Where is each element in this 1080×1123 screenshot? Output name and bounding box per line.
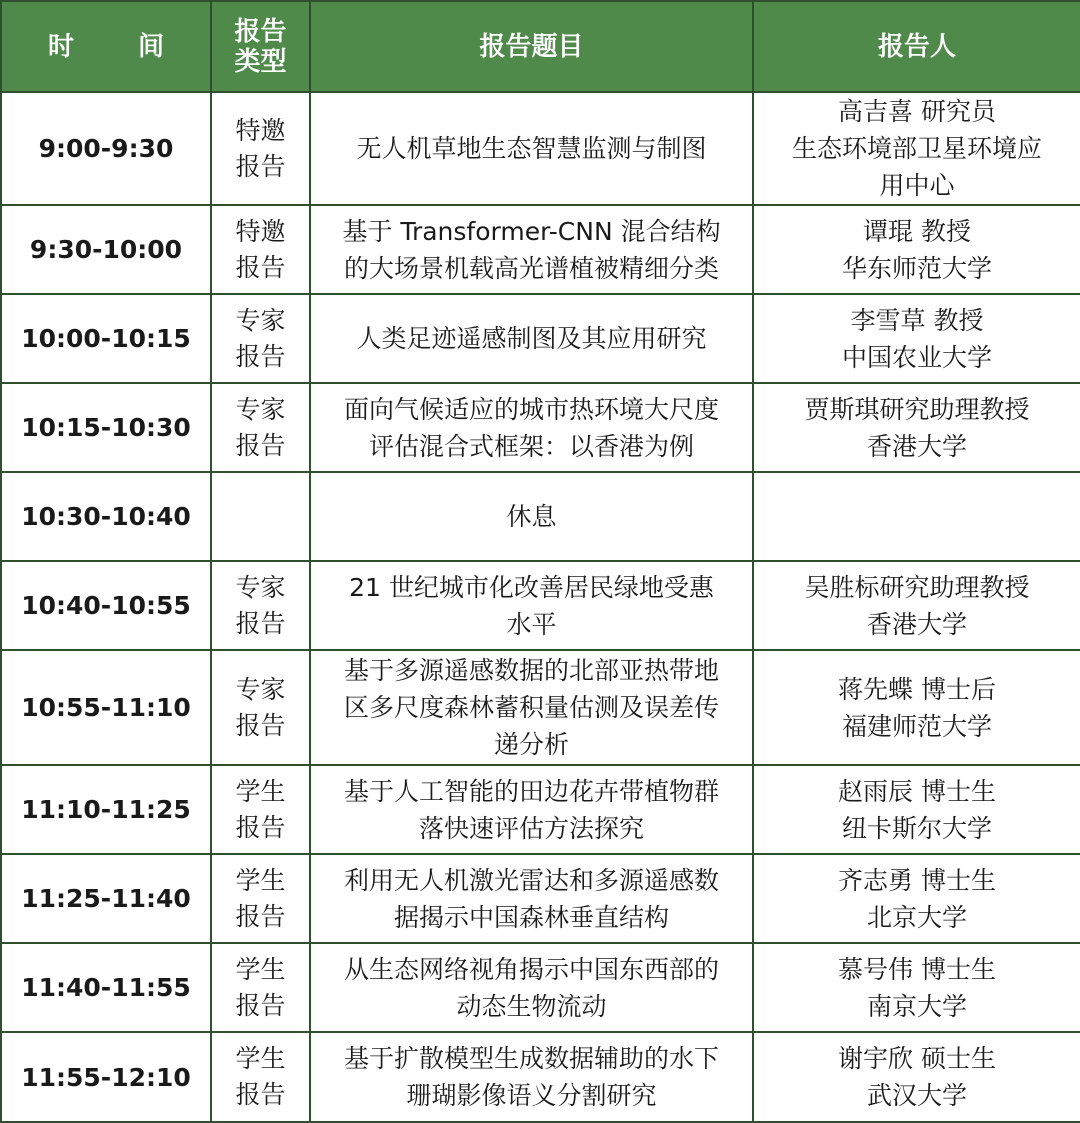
type-cell [211,294,310,383]
header-speaker: 报告人 [753,1,1080,92]
title-line: 评估混合式框架：以香港为例 [368,431,694,461]
time-cell: 10:15-10:30 [1,383,211,472]
table-row [1,765,1080,854]
type-line: 报告 [235,252,286,282]
time-cell: 11:25-11:40 [1,854,211,943]
type-line: 报告 [235,151,286,181]
title-line: 基于扩散模型生成数据辅助的水下 [343,1044,719,1073]
type-line: 专家 [235,394,286,424]
table-row [1,205,1080,294]
type-line: 报告 [235,430,286,460]
time-cell: 9:00-9:30 [1,92,211,205]
type-line: 报告 [235,710,286,740]
title-cell [310,205,753,294]
title-cell [310,92,753,205]
title-line: 的大场景机载高光谱植被精细分类 [343,253,719,283]
title-cell [310,561,753,650]
title-line: 21 世纪城市化改善居民绿地受惠 [349,572,714,602]
time-cell: 11:10-11:25 [1,765,211,854]
speaker-cell [753,650,1080,765]
speaker-line: 福建师范大学 [841,711,992,741]
title-line: 区多尺度森林蓄积量估测及误差传 [343,693,719,722]
table-header [1,1,1080,92]
header-type [211,1,310,92]
table-row [1,294,1080,383]
type-cell [211,383,310,472]
speaker-cell [753,205,1080,294]
speaker-line: 北京大学 [866,902,967,932]
speaker-line: 齐志勇 博士生 [838,865,996,895]
title-line: 基于 Transformer-CNN 混合结构 [342,216,721,246]
header-time [1,1,211,92]
type-line: 学生 [235,954,286,984]
table-body [1,92,1080,1122]
type-line: 特邀 [235,216,286,246]
header-type-line: 报告 [234,16,287,47]
title-line: 休息 [506,502,557,531]
speaker-line: 生态环境部卫星环境应 [791,134,1042,163]
type-line: 报告 [235,812,286,842]
speaker-cell [753,561,1080,650]
title-line: 据揭示中国森林垂直结构 [393,902,669,932]
speaker-line: 赵雨辰 博士生 [838,776,996,806]
speaker-cell [753,294,1080,383]
speaker-cell [753,472,1080,561]
header-title: 报告题目 [310,1,753,92]
type-line: 专家 [235,572,286,602]
type-line: 专家 [235,674,286,704]
title-line: 基于多源遥感数据的北部亚热带地 [343,656,719,685]
title-cell [310,765,753,854]
time-cell: 10:00-10:15 [1,294,211,383]
type-cell [211,765,310,854]
type-line: 报告 [235,341,286,371]
time-cell: 11:40-11:55 [1,943,211,1032]
type-cell [211,650,310,765]
type-line: 报告 [235,1080,286,1109]
table-row [1,650,1080,765]
type-line: 学生 [235,776,286,806]
speaker-line: 谭琨 教授 [863,216,971,246]
title-cell [310,294,753,383]
type-cell [211,943,310,1032]
speaker-line: 华东师范大学 [841,253,992,283]
type-line: 报告 [235,901,286,931]
type-cell [211,472,310,561]
table-row [1,383,1080,472]
title-line: 基于人工智能的田边花卉带植物群 [343,776,719,806]
title-line: 利用无人机激光雷达和多源遥感数 [343,865,719,895]
type-cell [211,205,310,294]
speaker-line: 贾斯琪研究助理教授 [804,394,1030,424]
table-row [1,943,1080,1032]
table-row [1,854,1080,943]
speaker-line: 用中心 [879,171,955,200]
speaker-line: 吴胜标研究助理教授 [804,572,1030,602]
type-line: 报告 [235,608,286,638]
speaker-cell [753,765,1080,854]
type-line: 学生 [235,865,286,895]
table-row [1,1032,1080,1122]
speaker-cell [753,383,1080,472]
title-line: 递分析 [493,730,569,759]
type-line: 学生 [235,1044,286,1073]
speaker-line: 慕号伟 博士生 [838,954,996,984]
title-line: 水平 [506,609,557,639]
speaker-line: 香港大学 [866,609,967,639]
type-line: 专家 [235,305,286,335]
time-cell: 10:40-10:55 [1,561,211,650]
title-cell [310,1032,753,1122]
speaker-line: 纽卡斯尔大学 [841,813,992,843]
title-cell [310,854,753,943]
header-row [1,1,1080,92]
title-line: 无人机草地生态智慧监测与制图 [356,134,707,163]
title-cell [310,383,753,472]
type-line: 报告 [235,990,286,1020]
speaker-line: 李雪草 教授 [850,305,984,335]
time-cell: 11:55-12:10 [1,1032,211,1122]
title-line: 动态生物流动 [456,991,607,1021]
time-cell: 10:30-10:40 [1,472,211,561]
type-cell [211,854,310,943]
type-line: 特邀 [235,115,286,145]
title-line: 落快速评估方法探究 [418,813,644,843]
speaker-cell [753,943,1080,1032]
table-row [1,561,1080,650]
speaker-line: 南京大学 [866,991,967,1021]
title-cell [310,650,753,765]
type-cell [211,561,310,650]
title-cell [310,472,753,561]
table-row [1,472,1080,561]
title-line: 人类足迹遥感制图及其应用研究 [356,324,707,353]
header-type-line: 类型 [234,46,287,77]
type-cell [211,1032,310,1122]
speaker-cell [753,1032,1080,1122]
header-time-b: 间 [138,31,165,62]
speaker-cell [753,92,1080,205]
title-line: 珊瑚影像语义分割研究 [406,1081,657,1110]
speaker-line: 谢宇欣 硕士生 [838,1044,996,1073]
speaker-line: 高吉喜 研究员 [838,97,996,126]
speaker-line: 中国农业大学 [841,342,992,372]
speaker-line: 武汉大学 [866,1081,967,1110]
speaker-cell [753,854,1080,943]
title-line: 从生态网络视角揭示中国东西部的 [343,954,719,984]
title-line: 面向气候适应的城市热环境大尺度 [343,394,719,424]
speaker-line: 香港大学 [866,431,967,461]
time-cell: 10:55-11:10 [1,650,211,765]
time-cell: 9:30-10:00 [1,205,211,294]
title-cell [310,943,753,1032]
speaker-line: 蒋先蝶 博士后 [838,674,996,704]
type-cell [211,92,310,205]
header-time-a: 时 [47,31,74,62]
table-row [1,92,1080,205]
